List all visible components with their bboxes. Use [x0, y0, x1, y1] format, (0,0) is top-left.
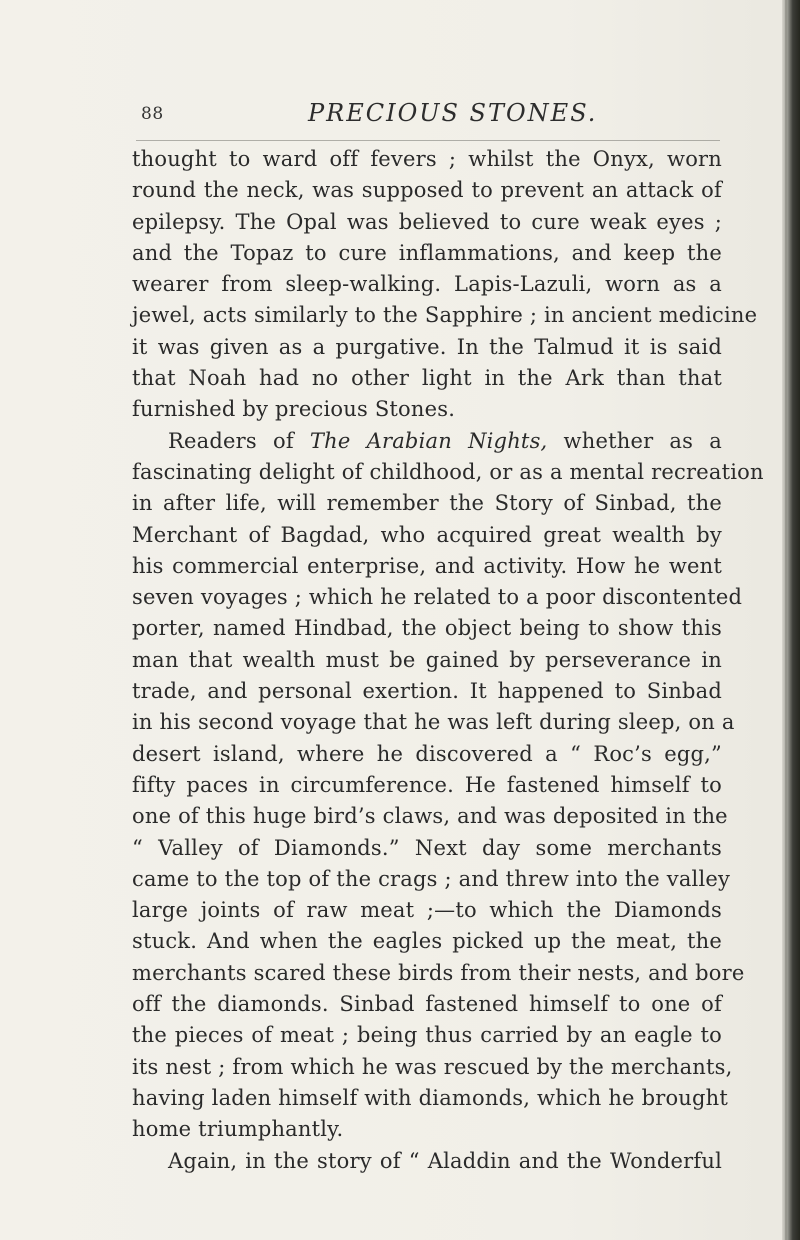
- text-line: “ Valley of Diamonds.” Next day some merchants: [132, 835, 722, 860]
- header-rule: [136, 140, 720, 141]
- text-line: home triumphantly.: [132, 1117, 344, 1142]
- page-number: 88: [141, 104, 164, 124]
- text-line: jewel, acts similarly to the Sapphire ; in ancient medicine: [132, 303, 758, 328]
- text-line: porter, named Hindbad, the object being to show this: [132, 616, 722, 641]
- text-line: came to the top of the crags ; and threw into the valley: [132, 866, 731, 891]
- text-line: thought to ward off fevers ; whilst the Onyx, worn: [132, 147, 722, 171]
- text-line: stuck. And when the eagles picked up the meat, the: [132, 929, 722, 954]
- running-title: PRECIOUS STONES.: [308, 99, 598, 127]
- text-line: his commercial enterprise, and activity. How he went: [132, 553, 722, 578]
- text-line: trade, and personal exertion. It happened to Sinbad: [132, 679, 722, 704]
- text-line: having laden himself with diamonds, which he brought: [132, 1085, 729, 1110]
- book-title-italic: The Arabian Nights,: [309, 428, 548, 453]
- text-line: fascinating delight of childhood, or as a mental recreation: [132, 459, 764, 484]
- text-line: off the diamonds. Sinbad fastened himself to one of: [132, 992, 722, 1017]
- page-edge-shadow: [782, 0, 800, 1240]
- body-text: [132, 144, 764, 1177]
- running-head: [0, 99, 800, 134]
- text-line: wearer from sleep-walking. Lapis-Lazuli, worn as a: [132, 272, 722, 297]
- text-line: seven voyages ; which he related to a poor discontented: [132, 585, 743, 610]
- text-line: in his second voyage that he was left during sleep, on a: [132, 710, 735, 735]
- text-line: Merchant of Bagdad, who acquired great wealth by: [132, 522, 722, 547]
- text-line: the pieces of meat ; being thus carried by an eagle to: [132, 1023, 722, 1048]
- text-line: furnished by precious Stones.: [132, 397, 456, 422]
- paragraph-start-line: Again, in the story of “ Aladdin and the Wonderful: [168, 1148, 722, 1173]
- text-line: and the Topaz to cure inflammations, and keep the: [132, 240, 722, 265]
- text-line: that Noah had no other light in the Ark than that: [132, 366, 722, 391]
- text-line: large joints of raw meat ;—to which the Diamonds: [132, 898, 722, 923]
- text-line: it was given as a purgative. In the Talmud it is said: [132, 334, 722, 359]
- text-line: one of this huge bird’s claws, and was deposited in the: [132, 804, 728, 829]
- text-line: epilepsy. The Opal was believed to cure weak eyes ;: [132, 209, 722, 234]
- text-line: man that wealth must be gained by perseverance in: [132, 647, 722, 672]
- text-line: its nest ; from which he was rescued by the merchants,: [132, 1054, 733, 1079]
- text-line: in after life, will remember the Story of Sinbad, the: [132, 491, 722, 516]
- text-line: merchants scared these birds from their nests, and bore: [132, 960, 745, 985]
- text-fragment: whether as a: [547, 428, 722, 453]
- text-line: round the neck, was supposed to prevent an attack of: [132, 178, 722, 203]
- text-fragment: Readers of: [168, 428, 310, 453]
- paragraph-start-line: [132, 426, 722, 457]
- text-line: fifty paces in circumference. He fastened himself to: [132, 772, 722, 797]
- text-line: desert island, where he discovered a “ Roc’s egg,”: [132, 741, 722, 766]
